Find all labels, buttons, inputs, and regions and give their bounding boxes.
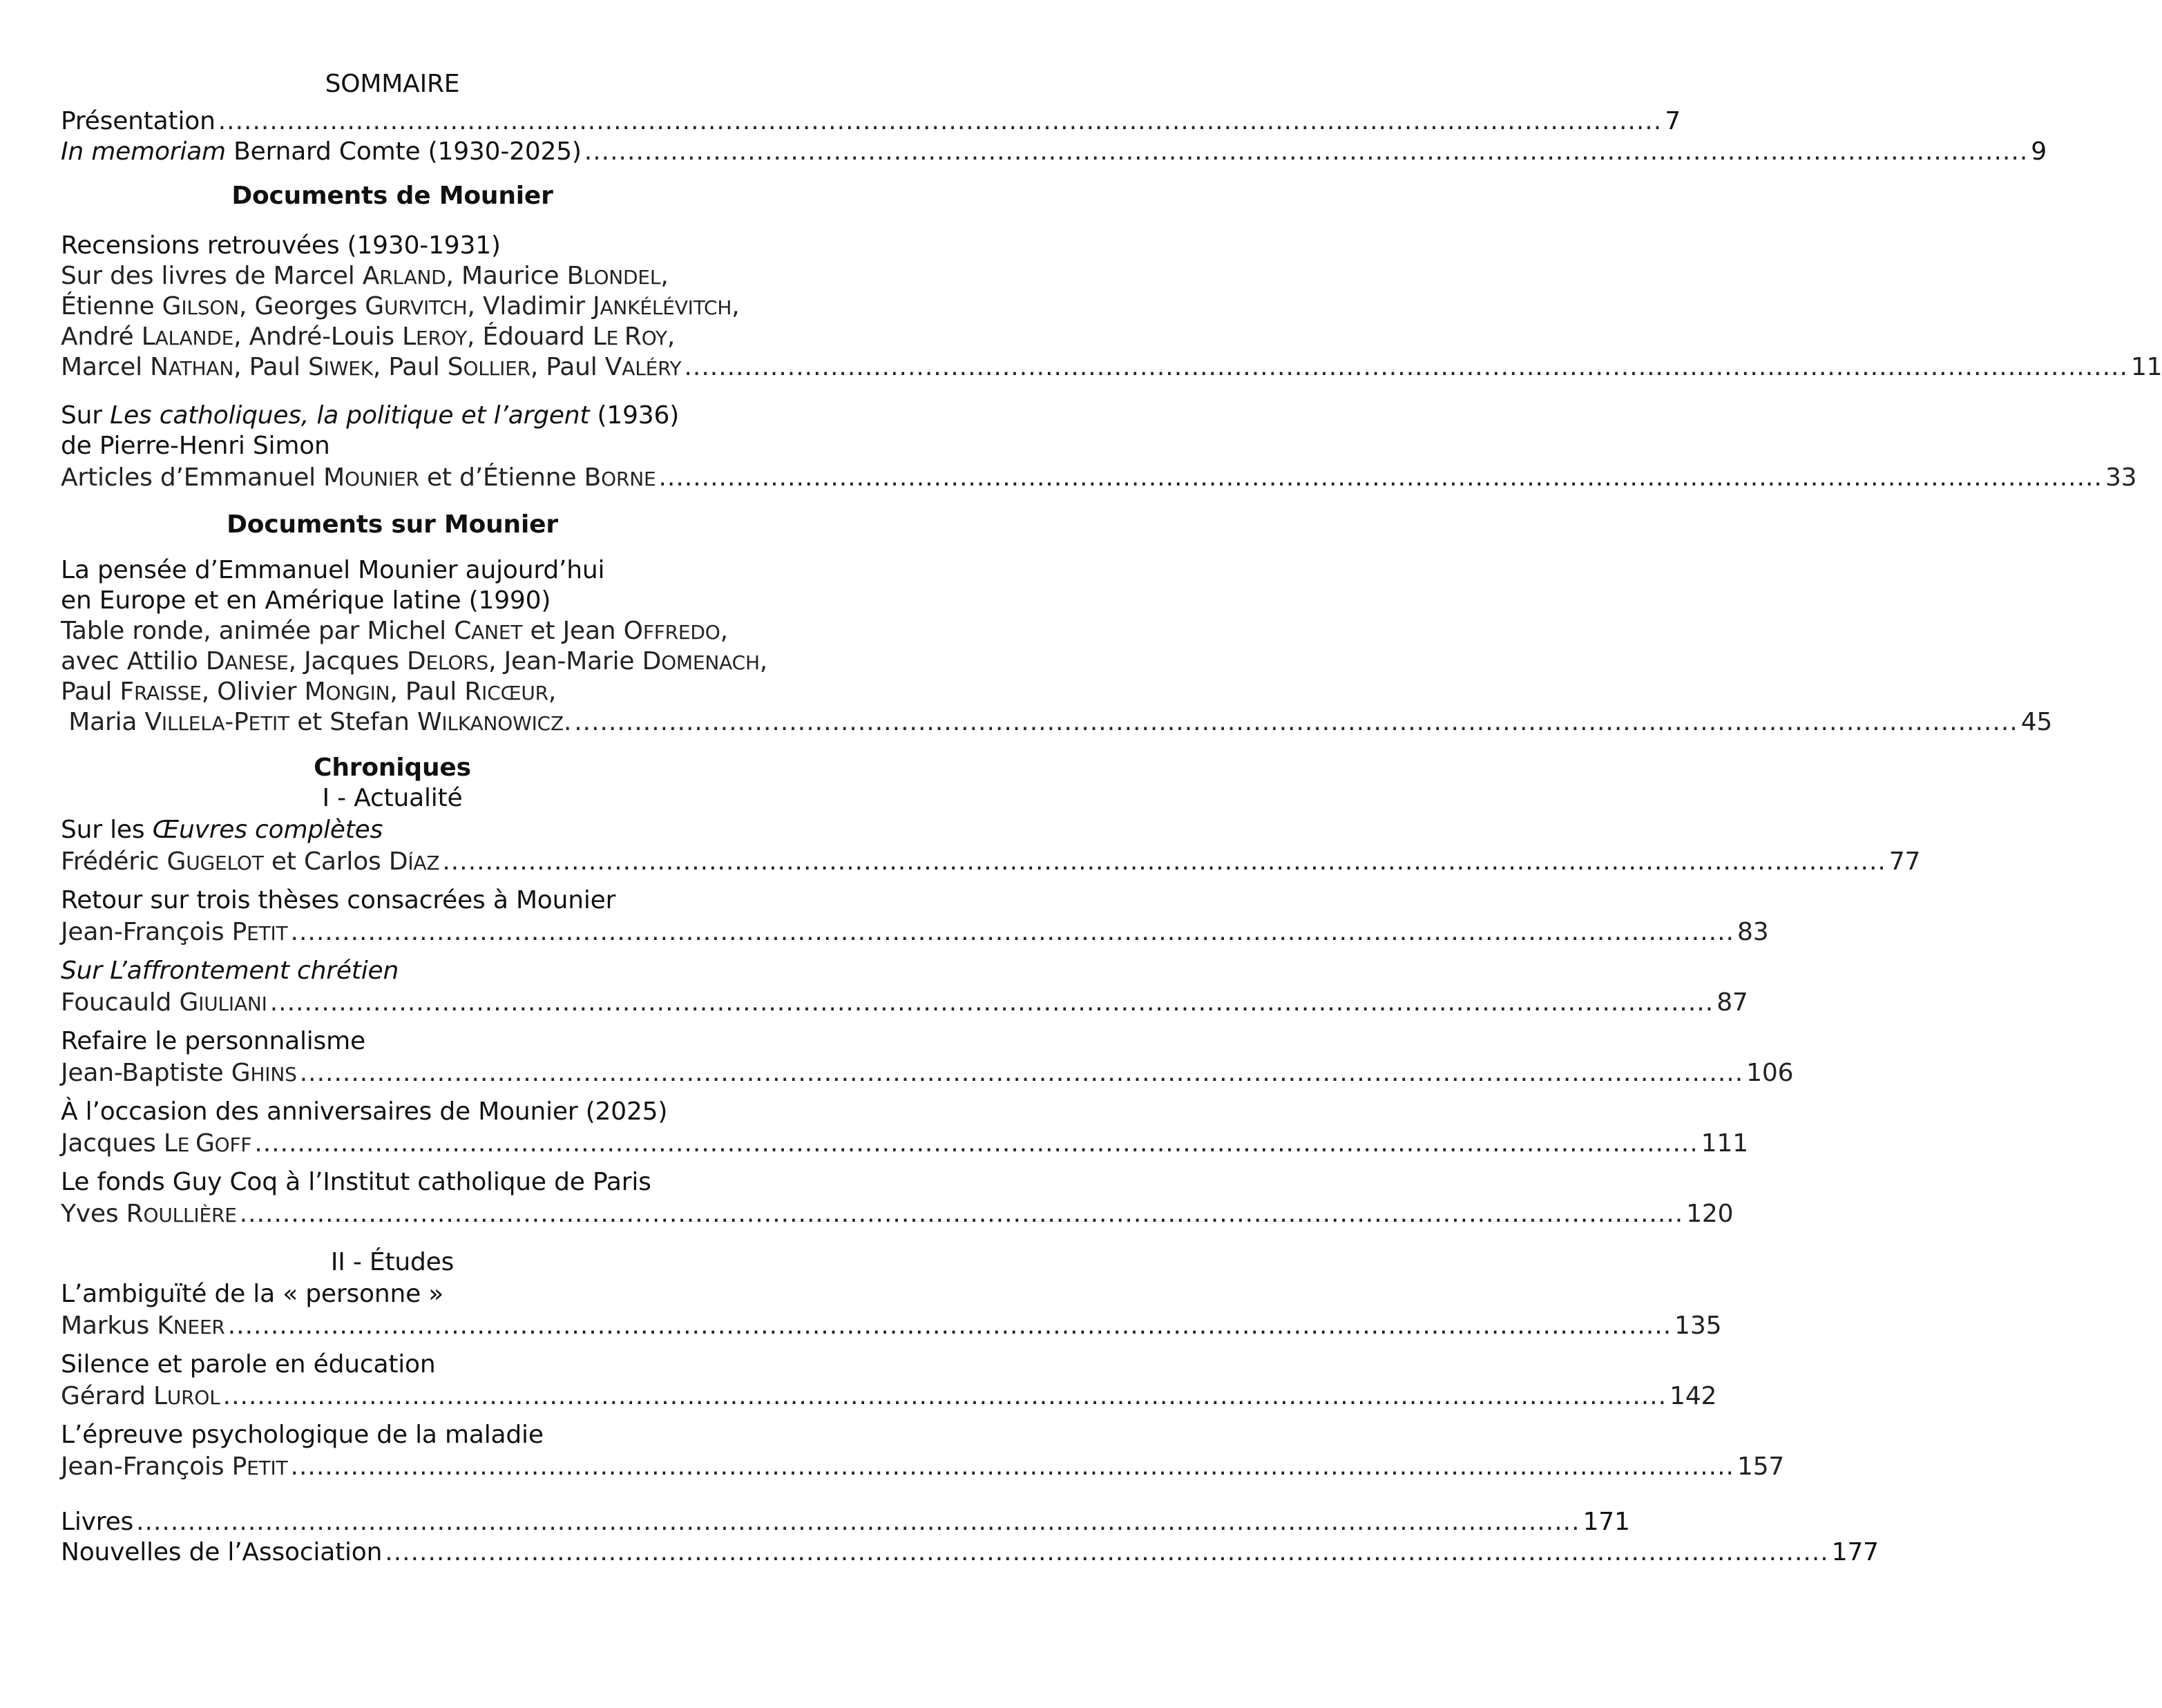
text: B xyxy=(584,463,602,492)
smallcaps: IULIANI xyxy=(198,992,267,1015)
text: G xyxy=(162,292,182,320)
text: (1936) xyxy=(589,401,680,430)
text: V xyxy=(144,708,162,736)
text: , Georges xyxy=(238,292,365,320)
entry-title-italic: Œuvres complètes xyxy=(152,816,383,844)
smallcaps: LONDEL xyxy=(584,266,661,289)
dot-leader xyxy=(136,1507,1580,1537)
text: Jean-François xyxy=(61,918,232,946)
text: -P xyxy=(224,708,249,736)
smallcaps: UROL xyxy=(166,1386,220,1409)
smallcaps: E xyxy=(606,327,624,349)
smallcaps: ONGIN xyxy=(325,682,390,704)
text: G xyxy=(365,292,384,320)
text: Marcel xyxy=(61,353,151,381)
entry-title-line xyxy=(61,815,724,845)
text: D xyxy=(388,847,408,876)
text: , Olivier xyxy=(201,678,305,706)
toc-entry-catholiques[interactable] xyxy=(61,463,2137,495)
text: , xyxy=(548,678,557,706)
text: R xyxy=(126,1200,144,1228)
page-title xyxy=(61,69,724,99)
text: , xyxy=(720,617,728,645)
entry-title: Bernard Comte (1930-2025) xyxy=(225,137,582,166)
entry-title: Présentation xyxy=(61,107,216,135)
text: L xyxy=(153,1382,167,1410)
authors-line xyxy=(61,261,724,293)
section-heading-text: Documents de Mounier xyxy=(231,182,553,210)
page-number: 111 xyxy=(1701,1129,1748,1158)
toc-entry-livres[interactable] xyxy=(61,1507,1630,1537)
page-number: 171 xyxy=(1582,1508,1630,1536)
entry-title: en Europe et en Amérique latine (1990) xyxy=(61,586,551,615)
text: Frédéric xyxy=(61,847,167,876)
entry-title-italic: Les catholiques, la politique et l’argent xyxy=(110,401,590,430)
dot-leader xyxy=(291,1452,1734,1482)
text: Jean-François xyxy=(61,1452,232,1481)
authors-line xyxy=(61,646,768,678)
text: L xyxy=(163,1129,178,1158)
text: , xyxy=(759,647,768,675)
text: Gérard xyxy=(61,1382,153,1410)
smallcaps: ANESE xyxy=(224,651,289,674)
text: Markus xyxy=(61,1312,157,1340)
text: , Jean-Marie xyxy=(488,647,642,675)
toc-entry-affrontement[interactable] xyxy=(61,988,1748,1019)
entry-title: L’ambiguïté de la « personne » xyxy=(61,1280,444,1308)
dot-leader xyxy=(218,106,1662,137)
dot-leader xyxy=(684,352,2127,383)
text: V xyxy=(604,353,622,381)
smallcaps: HINS xyxy=(250,1063,297,1086)
smallcaps: ÍAZ xyxy=(408,852,440,874)
dot-leader xyxy=(240,1199,1683,1229)
subsection-heading xyxy=(61,783,724,814)
smallcaps: URVITCH xyxy=(384,296,468,319)
text: Articles d’Emmanuel xyxy=(61,463,324,492)
text: , Maurice xyxy=(446,262,567,290)
dot-leader xyxy=(254,1129,1698,1159)
dot-leader xyxy=(228,1311,1672,1341)
dot-leader xyxy=(574,707,2018,738)
entry-title-italic: Sur L’affrontement chrétien xyxy=(61,957,399,985)
page-number: 106 xyxy=(1746,1059,1794,1087)
smallcaps: ILSON xyxy=(181,296,239,319)
text: et Jean xyxy=(522,617,624,645)
smallcaps: ALANDE xyxy=(155,327,234,349)
toc-entry-oeuvres-completes[interactable] xyxy=(61,847,1921,879)
entry-title-line xyxy=(61,956,724,986)
text: L xyxy=(141,323,155,351)
page-number: 177 xyxy=(1831,1538,1879,1566)
authors-line xyxy=(61,677,724,709)
text: et Carlos xyxy=(263,847,389,876)
section-heading-text: Chroniques xyxy=(314,754,471,782)
section-heading xyxy=(61,753,724,783)
smallcaps: ETIT xyxy=(247,922,288,945)
text: , Jacques xyxy=(288,647,408,675)
entry-title: Retour sur trois thèses consacrées à Mounier xyxy=(61,886,616,914)
smallcaps: ETIT xyxy=(247,1457,288,1479)
toc-entry-anniversaires[interactable] xyxy=(61,1129,1748,1160)
page-number: 11 xyxy=(2130,353,2162,381)
text: Jacques xyxy=(61,1129,164,1158)
entry-title: Refaire le personnalisme xyxy=(61,1027,365,1055)
smallcaps: NEER xyxy=(173,1316,225,1338)
text: Jean-Baptiste xyxy=(61,1059,231,1087)
toc-entry-retour-theses[interactable] xyxy=(61,917,1769,949)
toc-entry-epreuve[interactable] xyxy=(61,1452,1785,1484)
dot-leader xyxy=(442,847,1886,877)
dot-leader xyxy=(385,1537,1828,1568)
text: et d’Étienne xyxy=(419,463,584,492)
text: avec Attilio xyxy=(61,647,206,675)
text: P xyxy=(231,1452,247,1481)
entry-title-line xyxy=(61,1279,724,1309)
subsection-heading-text: I - Actualité xyxy=(322,784,463,812)
page-number: 83 xyxy=(1737,918,1769,946)
text: O xyxy=(623,617,643,645)
page-number: 142 xyxy=(1670,1382,1717,1410)
dot-leader xyxy=(291,917,1734,948)
text: F xyxy=(119,678,134,706)
smallcaps: FFREDO xyxy=(642,621,720,644)
smallcaps: ILKANOWICZ xyxy=(441,712,564,735)
text: G xyxy=(195,1129,215,1158)
text: Étienne xyxy=(61,292,162,320)
text: Table ronde, animée par Michel xyxy=(61,617,455,645)
text: M xyxy=(304,678,326,706)
entry-title: Nouvelles de l’Association xyxy=(61,1538,383,1566)
section-heading xyxy=(61,181,724,211)
section-heading xyxy=(61,510,724,540)
entry-title-line xyxy=(61,1350,724,1380)
text: Sur les xyxy=(61,816,153,844)
dot-leader xyxy=(584,137,2028,167)
text: Yves xyxy=(61,1200,126,1228)
text: L xyxy=(592,323,606,351)
text: G xyxy=(231,1059,251,1087)
text: , xyxy=(667,323,676,351)
smallcaps: ILLELA xyxy=(161,712,225,735)
subsection-heading xyxy=(61,1247,724,1278)
smallcaps: UGELOT xyxy=(186,852,264,874)
text: R xyxy=(464,678,482,706)
text: N xyxy=(150,353,169,381)
smallcaps: RAISSE xyxy=(133,682,202,704)
text: S xyxy=(447,353,463,381)
text: W xyxy=(417,708,442,736)
smallcaps: RLAND xyxy=(379,266,446,289)
entry-title: Le fonds Guy Coq à l’Institut catholique de Paris xyxy=(61,1168,651,1196)
toc-entry-silence-parole[interactable] xyxy=(61,1381,1717,1413)
smallcaps: ORNE xyxy=(601,468,656,490)
title-text: SOMMAIRE xyxy=(325,70,460,98)
text: André xyxy=(61,323,142,351)
text: , Édouard xyxy=(466,323,593,351)
text: , Paul xyxy=(530,353,605,381)
smallcaps: ELORS xyxy=(425,651,489,674)
text: , Paul xyxy=(390,678,465,706)
entry-title-line xyxy=(61,586,724,616)
smallcaps: ALÉRY xyxy=(622,357,682,380)
smallcaps: ANKÉLÉVITCH xyxy=(600,296,732,319)
text: , Vladimir xyxy=(467,292,593,320)
text: K xyxy=(157,1312,173,1340)
smallcaps: ICŒUR xyxy=(481,682,548,704)
toc-entry-table-ronde[interactable] xyxy=(61,707,2053,739)
text: B xyxy=(566,262,584,290)
entry-title-line xyxy=(61,555,724,586)
entry-title-italic: In memoriam xyxy=(61,137,226,166)
text: G xyxy=(166,847,186,876)
text: Maria xyxy=(61,708,145,736)
subsection-heading-text: II - Études xyxy=(330,1248,455,1276)
toc-entry-in-memoriam[interactable] xyxy=(61,137,2047,167)
smallcaps: IWEK xyxy=(323,357,373,380)
entry-title: L’épreuve psychologique de la maladie xyxy=(61,1421,544,1449)
authors-line xyxy=(61,291,740,323)
text: A xyxy=(362,262,380,290)
page-number: 120 xyxy=(1686,1200,1734,1228)
text: D xyxy=(642,647,662,675)
text: Sur xyxy=(61,401,111,430)
text: M xyxy=(323,463,345,492)
toc-entry-personnalisme[interactable] xyxy=(61,1058,1794,1090)
toc-entry-presentation[interactable] xyxy=(61,106,1681,137)
text: P xyxy=(231,918,247,946)
text: , André-Louis xyxy=(233,323,403,351)
entry-title-line xyxy=(61,231,724,261)
text: , xyxy=(731,292,740,320)
text: Paul xyxy=(61,678,120,706)
smallcaps: OMENACH xyxy=(661,651,760,674)
text: Foucauld xyxy=(61,988,180,1017)
page-number: 87 xyxy=(1716,988,1748,1017)
entry-title: À l’occasion des anniversaires de Mounier (2025) xyxy=(61,1097,668,1126)
smallcaps: OFF xyxy=(214,1133,252,1156)
page-number: 135 xyxy=(1674,1312,1722,1340)
dot-leader xyxy=(658,463,2102,493)
entry-title: de Pierre-Henri Simon xyxy=(61,432,330,460)
smallcaps: ETIT xyxy=(248,712,289,735)
entry-title-line xyxy=(61,401,724,431)
text: L xyxy=(402,323,416,351)
smallcaps: ANET xyxy=(471,621,523,644)
toc-entry-recensions[interactable] xyxy=(61,352,2162,384)
text: , Paul xyxy=(233,353,309,381)
entry-title: La pensée d’Emmanuel Mounier aujourd’hui xyxy=(61,556,605,584)
text: G xyxy=(179,988,199,1017)
entry-title: Silence et parole en éducation xyxy=(61,1350,436,1379)
entry-title: Recensions retrouvées (1930-1931) xyxy=(61,231,501,260)
authors-line xyxy=(61,322,724,354)
text: Sur des livres de Marcel xyxy=(61,262,363,290)
dot-leader xyxy=(300,1058,1743,1088)
smallcaps: E xyxy=(177,1133,195,1156)
page-number: 7 xyxy=(1665,107,1681,135)
smallcaps: OUNIER xyxy=(345,468,419,490)
entry-title-line xyxy=(61,1097,724,1127)
dot-leader xyxy=(223,1381,1667,1412)
entry-title-line xyxy=(61,1026,724,1057)
text: S xyxy=(308,353,324,381)
text: . xyxy=(563,708,572,736)
text: et Stefan xyxy=(289,708,418,736)
entry-title-line xyxy=(61,431,724,461)
entry-title: Livres xyxy=(61,1508,134,1536)
smallcaps: OLLIER xyxy=(463,357,530,380)
page-number: 157 xyxy=(1737,1452,1785,1481)
smallcaps: OULLIÈRE xyxy=(143,1204,237,1227)
dot-leader xyxy=(270,988,1714,1018)
toc-entry-fonds-guy-coq[interactable] xyxy=(61,1199,1734,1231)
text: C xyxy=(454,617,472,645)
smallcaps: ATHAN xyxy=(168,357,234,380)
text: , Paul xyxy=(372,353,448,381)
toc-entry-nouvelles[interactable] xyxy=(61,1537,1879,1568)
entry-title-line xyxy=(61,1167,724,1198)
toc-entry-ambiguite[interactable] xyxy=(61,1311,1722,1343)
page-number: 9 xyxy=(2031,137,2047,166)
text: , xyxy=(660,262,669,290)
entry-title-line xyxy=(61,885,724,916)
page-number: 77 xyxy=(1888,847,1921,876)
page-number: 45 xyxy=(2020,708,2053,736)
authors-line xyxy=(61,616,728,648)
text: R xyxy=(624,323,642,351)
text: D xyxy=(205,647,225,675)
smallcaps: OY xyxy=(641,327,667,349)
text: J xyxy=(593,292,600,320)
section-heading-text: Documents sur Mounier xyxy=(227,510,558,539)
page-number: 33 xyxy=(2105,463,2137,492)
entry-title-line xyxy=(61,1420,724,1450)
smallcaps: EROY xyxy=(415,327,467,349)
text: D xyxy=(407,647,426,675)
